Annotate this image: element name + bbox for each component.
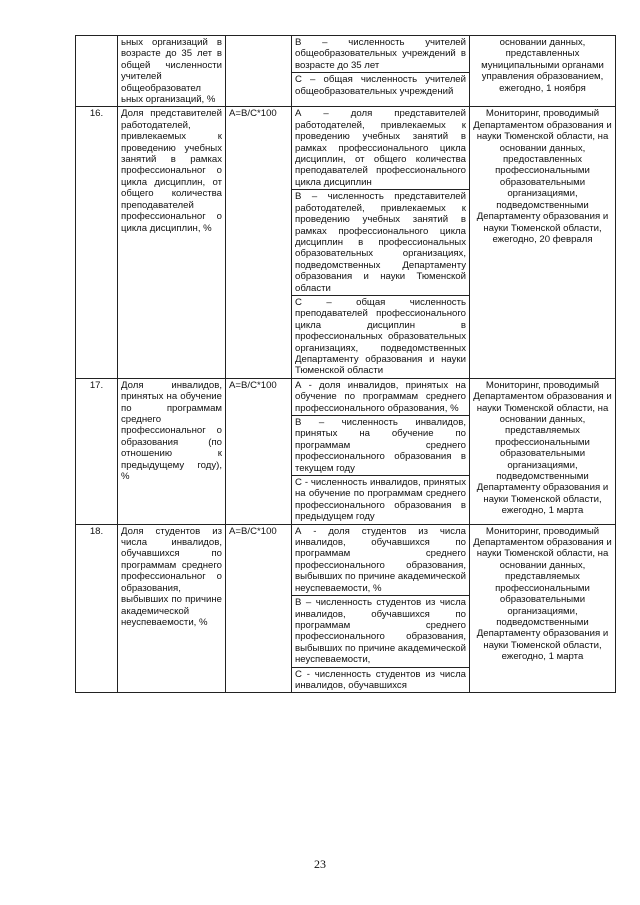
data-source: Мониторинг, проводимый Департаментом образования и науки Тюменской области, на основании данных, предоставленных профессиональными образовательными организациями, подведомственными Департаменту образования и науки Тюменской области, ежегодно, 20 февраля [470, 107, 616, 378]
indicators-table [75, 35, 616, 693]
table-row [76, 36, 616, 107]
indicator-formula: A=B/C*100 [226, 378, 292, 524]
formula-parts [292, 378, 470, 524]
page-number: 23 [314, 857, 326, 871]
indicator-name: Доля студентов из числа инвалидов, обучавшихся по программам среднего профессиональног о образования, выбывших по причине академической неуспеваемости, % [118, 524, 226, 693]
formula-parts [292, 524, 470, 693]
table-row [76, 378, 616, 524]
formula-part-a: А - доля инвалидов, принятых на обучение по программам среднего профессионального образования, % [292, 379, 469, 416]
formula-part-b: В – численность студентов из числа инвалидов, обучавшихся по программам среднего профессионального образования, выбывших по причине академической неуспеваемости, [292, 596, 469, 667]
data-source: основании данных, представленных муниципальными органами управления образованием, ежегодно, 1 ноября [470, 36, 616, 107]
formula-part-b: В – численность инвалидов, принятых на обучение по программам среднего профессионального образования в текущем году [292, 416, 469, 476]
data-source: Мониторинг, проводимый Департаментом образования и науки Тюменской области, на основании данных, представляемых профессиональными образовательными организациями, подведомственными Департаменту образования и науки Тюменской области, ежегодно, 1 марта [470, 378, 616, 524]
table-row [76, 107, 616, 378]
formula-part-c: С - численность студентов из числа инвалидов, обучавшихся [295, 668, 466, 691]
indicator-name: ьных организаций в возрасте до 35 лет в общей численности учителей общеобразовател ьных организаций, % [118, 36, 226, 107]
indicator-name: Доля инвалидов, принятых на обучение по программам среднего профессиональног о образования (по отношению к предыдущему году), % [118, 378, 226, 524]
formula-parts [292, 36, 470, 107]
row-number: 17. [76, 378, 118, 524]
formula-part-b: В – численность представителей работодателей, привлекаемых к проведению учебных занятий в рамках профессионального цикла дисциплин в профессиональных образовательных организациях, подведомственных Департаменту образования и науки Тюменской области [292, 190, 469, 296]
data-source: Мониторинг, проводимый Департаментом образования и науки Тюменской области, на основании данных, представляемых профессиональными образовательными организациями, подведомственными Департаменту образования и науки Тюменской области, ежегодно, 1 марта [470, 524, 616, 693]
table-row [76, 524, 616, 693]
indicator-formula: A=B/C*100 [226, 107, 292, 378]
formula-part-c: С - численность инвалидов, принятых на обучение по программам среднего профессионального образования в предыдущем году [295, 477, 466, 523]
row-number [76, 36, 118, 107]
indicator-name: Доля представителей работодателей, привлекаемых к проведению учебных занятий в рамках профессиональног о цикла дисциплин, от общего количества преподавателей профессиональног о цикла дисциплин, % [118, 107, 226, 378]
formula-part-b: В – численность учителей общеобразовательных учреждений в возрасте до 35 лет [292, 36, 469, 73]
formula-parts [292, 107, 470, 378]
formula-part-a: А - доля студентов из числа инвалидов, обучавшихся по программам среднего профессионального образования, выбывших по причине академической неуспеваемости, % [292, 525, 469, 596]
indicator-formula [226, 36, 292, 107]
indicator-formula: A=B/C*100 [226, 524, 292, 693]
formula-part-c: С – общая численность учителей общеобразовательных учреждений [295, 74, 466, 97]
formula-part-a: А – доля представителей работодателей, привлекаемых к проведению учебных занятий в рамках профессионального цикла дисциплин, от общего количества преподавателей профессионального цикла дисциплин [292, 107, 469, 190]
formula-part-c: С – общая численность преподавателей профессионального цикла дисциплин в профессиональных образовательных организациях, подведомственных Департаменту образования и науки Тюменской области [295, 296, 466, 377]
row-number: 18. [76, 524, 118, 693]
row-number: 16. [76, 107, 118, 378]
